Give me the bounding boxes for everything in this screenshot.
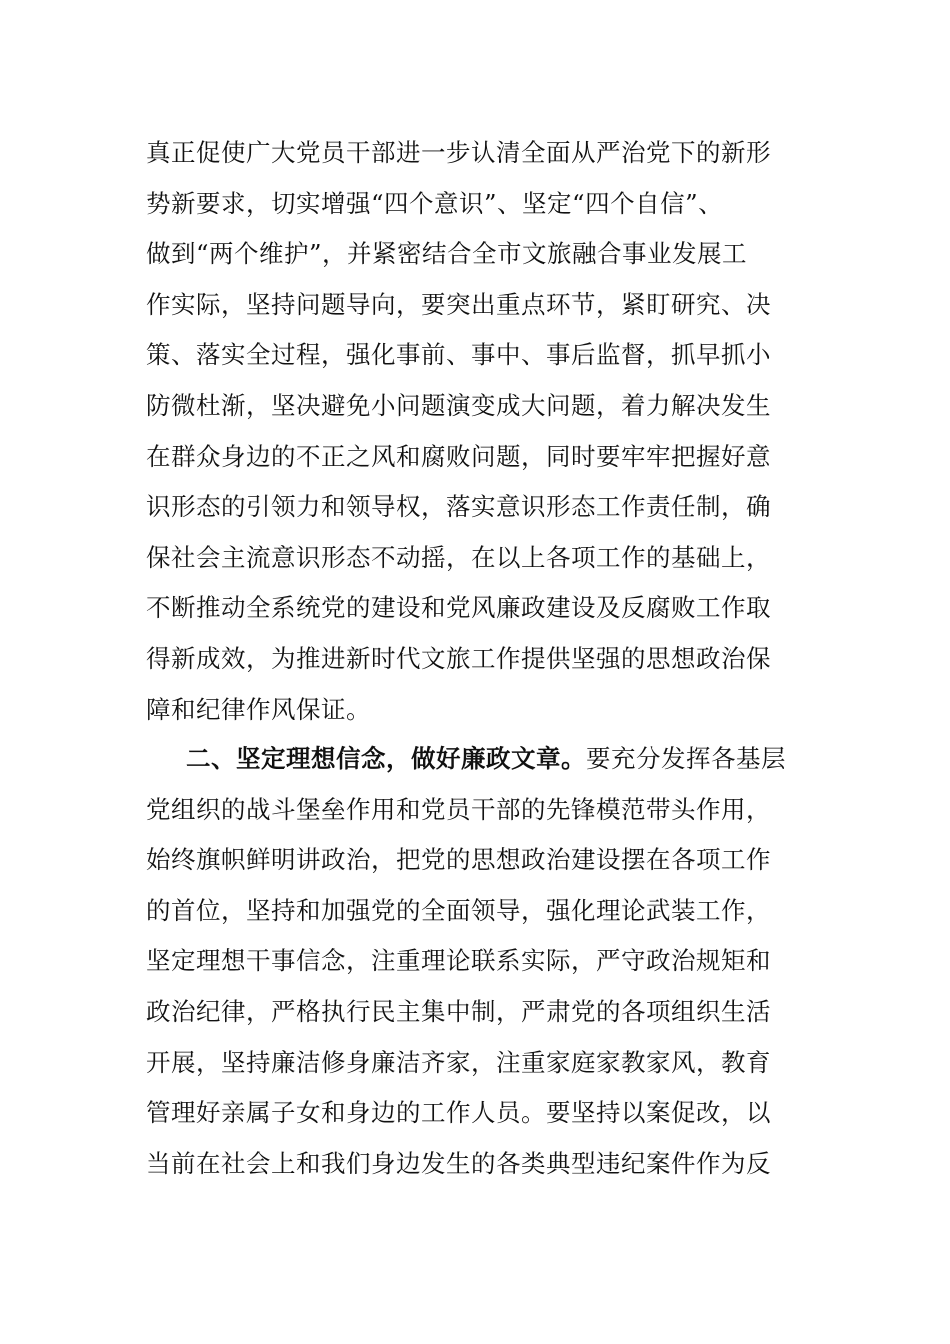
paragraph-line: 党组织的战斗堡垒作用和党员干部的先锋模范带头作用， (146, 794, 771, 824)
paragraph-line: 保社会主流意识形态不动摇，在以上各项工作的基础上， (146, 542, 771, 572)
paragraph-line: 势新要求，切实增强“四个意识”、坚定“四个自信”、 (146, 188, 724, 218)
paragraph-1 (146, 128, 816, 735)
paragraph-line: 的首位，坚持和加强党的全面领导，强化理论武装工作， (146, 895, 771, 925)
paragraph-line: 真正促使广大党员干部进一步认清全面从严治党下的新形 (146, 138, 771, 167)
paragraph-line: 开展，坚持廉洁修身廉洁齐家，注重家庭家教家风，教育 (146, 1047, 771, 1077)
paragraph-line: 做到“两个维护”，并紧密结合全市文旅融合事业发展工 (146, 239, 748, 269)
paragraph-first-line (146, 734, 816, 785)
paragraph-2 (146, 734, 816, 1189)
paragraph-line: 作实际，坚持问题导向，要突出重点环节，紧盯研究、决 (146, 289, 771, 319)
paragraph-line: 管理好亲属子女和身边的工作人员。要坚持以案促改，以 (146, 1098, 771, 1128)
paragraph-text-run: 要充分发挥各基层 (586, 744, 786, 773)
paragraph-line: 当前在社会上和我们身边发生的各类典型违纪案件作为反 (146, 1148, 771, 1178)
paragraph-line: 策、落实全过程，强化事前、事中、事后监督，抓早抓小 (146, 340, 771, 370)
paragraph-line: 政治纪律，严格执行民主集中制，严肃党的各项组织生活 (146, 996, 771, 1026)
paragraph-line: 障和纪律作风保证。 (146, 694, 371, 724)
paragraph-line: 识形态的引领力和领导权，落实意识形态工作责任制，确 (146, 492, 771, 522)
paragraph-line: 坚定理想干事信念，注重理论联系实际，严守政治规矩和 (146, 946, 771, 976)
paragraph-line: 始终旗帜鲜明讲政治，把党的思想政治建设摆在各项工作 (146, 845, 771, 875)
paragraph-line: 不断推动全系统党的建设和党风廉政建设及反腐败工作取 (146, 593, 771, 623)
paragraph-line: 得新成效，为推进新时代文旅工作提供坚强的思想政治保 (146, 643, 771, 673)
section-heading: 二、坚定理想信念，做好廉政文章。 (186, 744, 586, 773)
paragraph-line: 在群众身边的不正之风和腐败问题，同时要牢牢把握好意 (146, 441, 771, 471)
paragraph-line: 防微杜渐，坚决避免小问题演变成大问题，着力解决发生 (146, 390, 771, 420)
